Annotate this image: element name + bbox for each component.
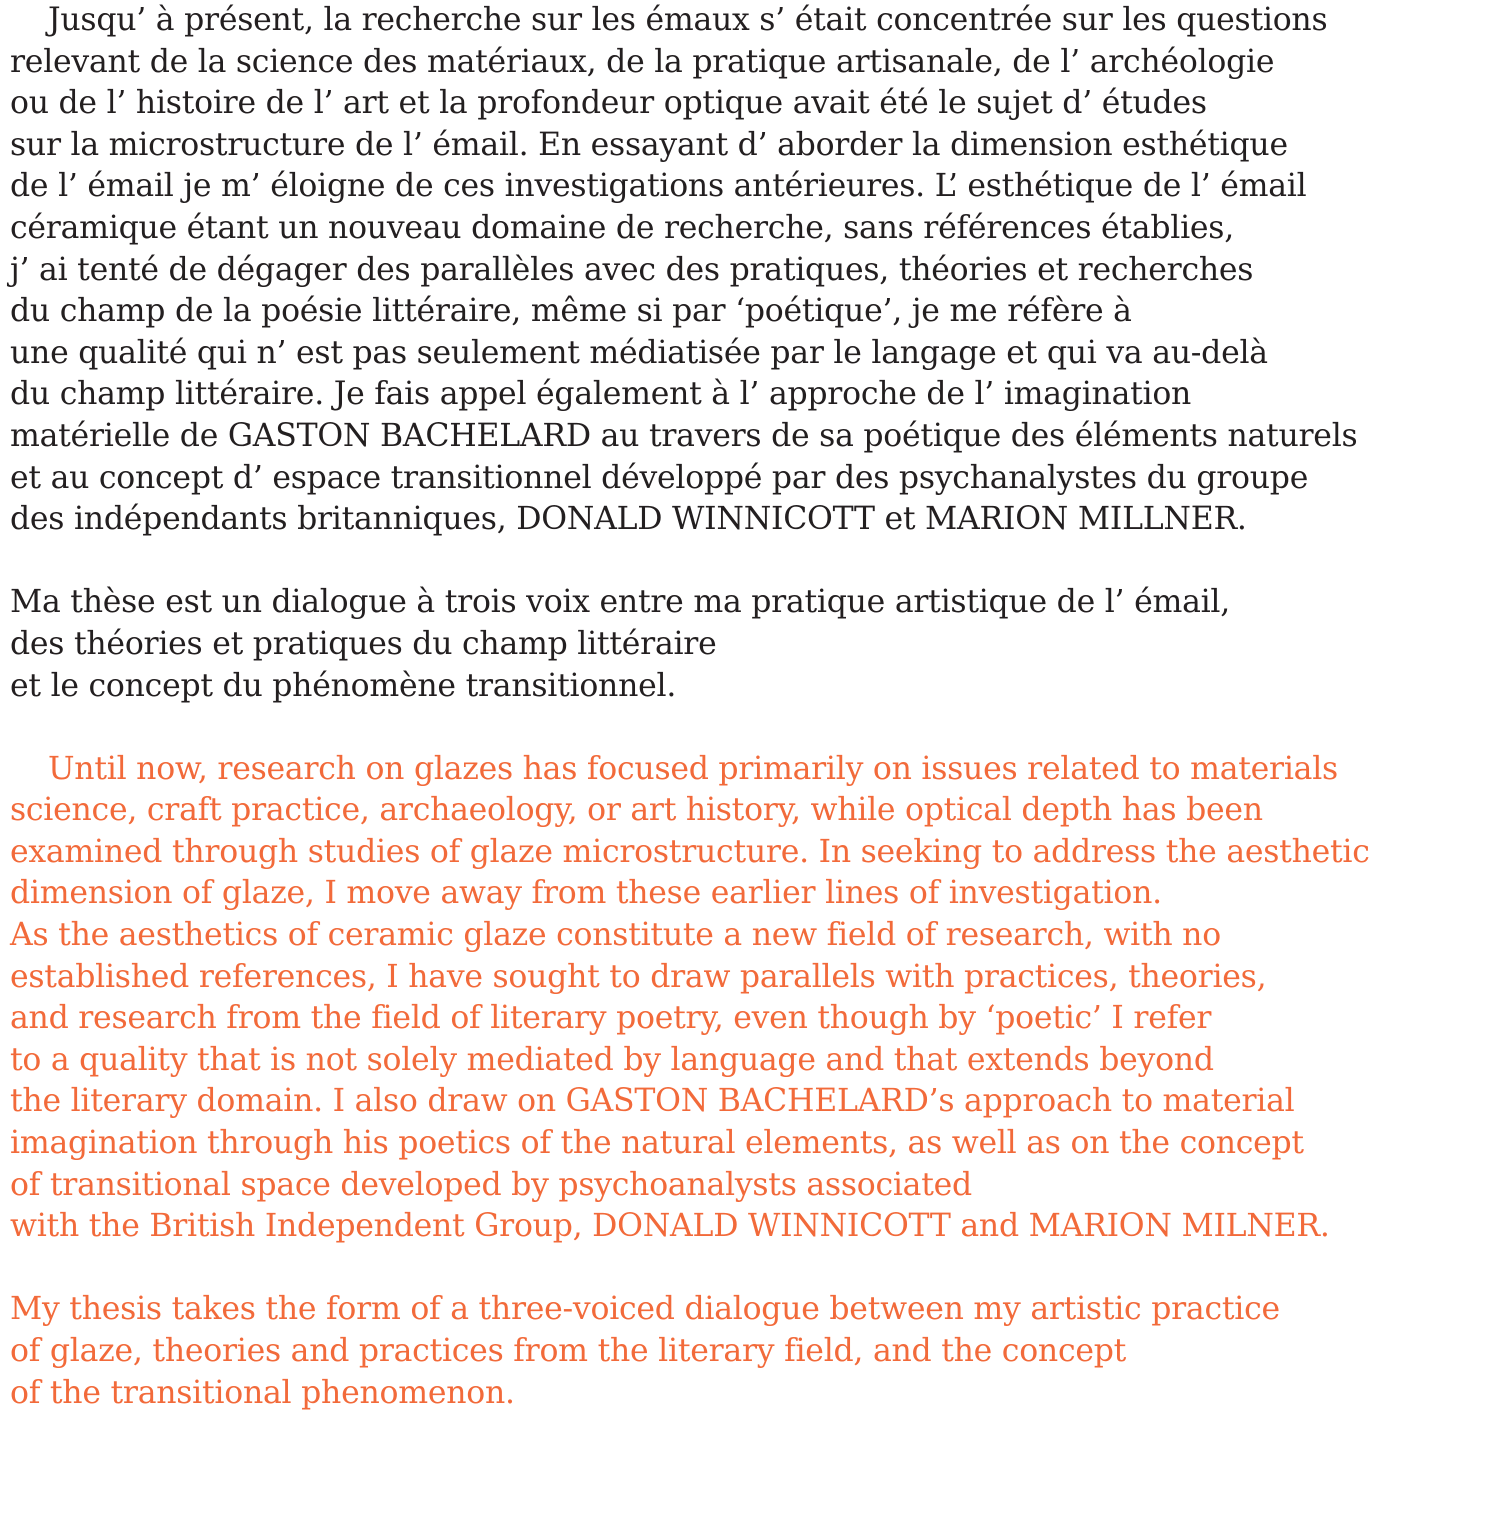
text-line: imagination through his poetics of the natural elements, as well as on the concept [10, 1125, 1304, 1162]
text-line: Ma thèse est un dialogue à trois voix entre ma pratique artistique de l’ émail, [10, 584, 1231, 621]
text-line: des théories et pratiques du champ littéraire [10, 625, 717, 662]
text-line: une qualité qui n’ est pas seulement médiatisée par le langage et qui va au-delà [10, 334, 1268, 371]
text-line: of transitional space developed by psychoanalysts associated [10, 1166, 972, 1203]
paragraph-spacer [10, 707, 1485, 749]
text-line: Jusqu’ à présent, la recherche sur les émaux s’ était concentrée sur les questions [48, 2, 1328, 38]
french-paragraph-1 [10, 0, 1485, 541]
text-line: established references, I have sought to draw parallels with practices, theories, [10, 958, 1267, 995]
text-line: et au concept d’ espace transitionnel développé par des psychanalystes du groupe [10, 459, 1309, 496]
text-line: examined through studies of glaze microstructure. In seeking to address the aesthetic [10, 833, 1370, 870]
text-line: matérielle de GASTON BACHELARD au travers de sa poétique des éléments naturels [10, 417, 1358, 454]
text-line: of the transitional phenomenon. [10, 1374, 515, 1411]
text-line: and research from the field of literary poetry, even though by ‘poetic’ I refer [10, 1000, 1212, 1037]
text-line: My thesis takes the form of a three-voiced dialogue between my artistic practice [10, 1291, 1280, 1328]
paragraph-spacer [10, 1248, 1485, 1290]
text-line: sur la microstructure de l’ émail. En essayant d’ aborder la dimension esthétique [10, 126, 1288, 163]
english-paragraph-1 [10, 749, 1485, 1248]
text-line: the literary domain. I also draw on GASTON BACHELARD’s approach to material [10, 1083, 1295, 1120]
french-paragraph-2 [10, 582, 1485, 707]
text-line: du champ de la poésie littéraire, même si par ‘poétique’, je me réfère à [10, 293, 1132, 330]
text-line: des indépendants britanniques, DONALD WINNICOTT et MARION MILLNER. [10, 501, 1247, 538]
text-line: du champ littéraire. Je fais appel également à l’ approche de l’ imagination [10, 376, 1192, 413]
text-line: relevant de la science des matériaux, de la pratique artisanale, de l’ archéologie [10, 43, 1275, 80]
paragraph-spacer [10, 541, 1485, 583]
text-line: As the aesthetics of ceramic glaze constitute a new field of research, with no [10, 917, 1221, 954]
text-line: Until now, research on glazes has focused primarily on issues related to materials [48, 750, 1338, 787]
english-paragraph-2 [10, 1289, 1485, 1414]
text-line: of glaze, theories and practices from the literary field, and the concept [10, 1333, 1127, 1369]
text-line: et le concept du phénomène transitionnel. [10, 667, 677, 704]
text-line: céramique étant un nouveau domaine de recherche, sans références établies, [10, 209, 1234, 246]
document-page [10, 0, 1485, 1414]
text-line: science, craft practice, archaeology, or art history, while optical depth has been [10, 792, 1263, 829]
text-line: to a quality that is not solely mediated by language and that extends beyond [10, 1041, 1214, 1078]
text-line: j’ ai tenté de dégager des parallèles avec des pratiques, théories et recherches [10, 251, 1254, 288]
text-line: ou de l’ histoire de l’ art et la profondeur optique avait été le sujet d’ études [10, 85, 1207, 122]
text-line: with the British Independent Group, DONALD WINNICOTT and MARION MILNER. [10, 1208, 1330, 1245]
text-line: de l’ émail je m’ éloigne de ces investigations antérieures. L’ esthétique de l’ émail [10, 168, 1307, 205]
text-line: dimension of glaze, I move away from these earlier lines of investigation. [10, 875, 1162, 912]
